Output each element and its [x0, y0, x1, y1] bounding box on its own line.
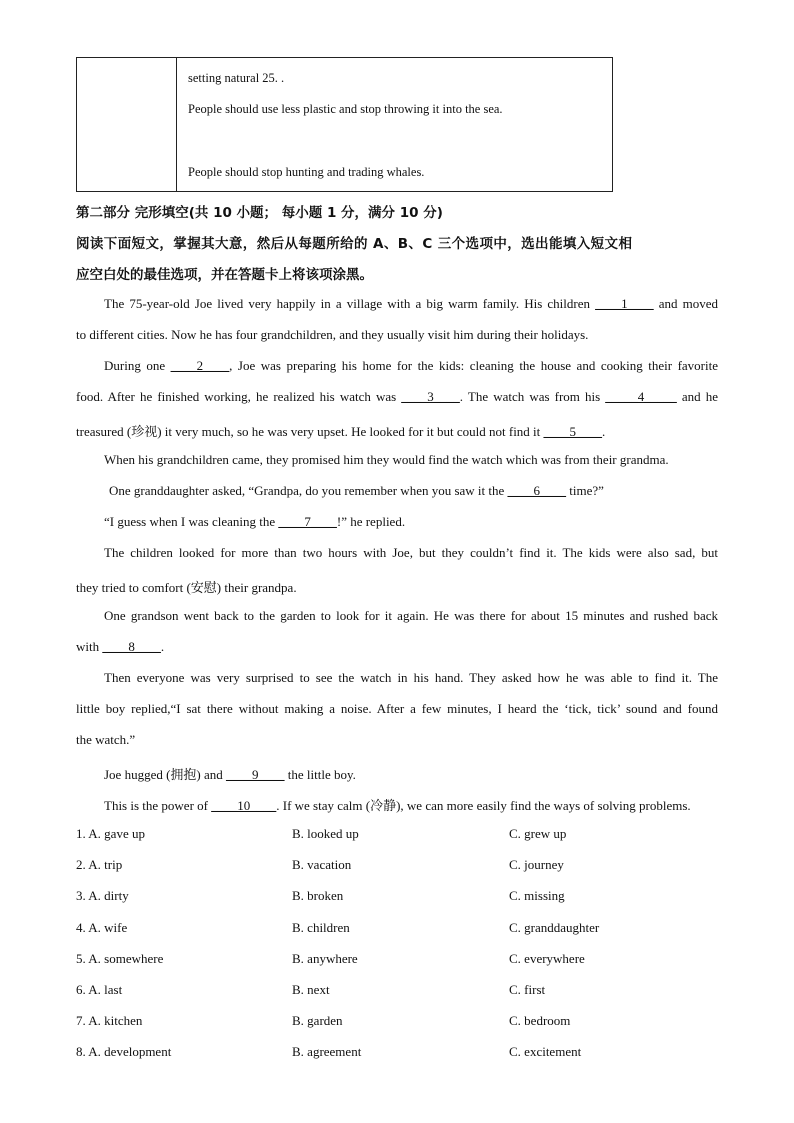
option-a: 3. A. dirty: [76, 888, 129, 903]
passage-text: Joe hugged (拥抱) and: [104, 767, 227, 782]
blank-1: ____1____: [595, 296, 654, 311]
blank-4: _____4_____: [605, 389, 677, 404]
passage-text: . If we stay calm (冷静), we can more easily find the ways of solving problems.: [276, 798, 691, 813]
option-a: 1. A. gave up: [76, 826, 145, 841]
passage-text: food. After he finished working, he realized his watch was: [76, 389, 402, 404]
passage-line: [76, 639, 164, 655]
option-b: B. looked up: [292, 826, 359, 841]
passage-line: [104, 296, 718, 312]
passage-text: This is the power of: [104, 798, 212, 813]
passage-line: to different cities. Now he has four grandchildren, and they usually visit him during their holidays.: [76, 327, 589, 342]
answer-table: [76, 57, 613, 192]
option-c: C. first: [509, 982, 546, 997]
option-b: B. garden: [292, 1013, 343, 1028]
passage-text: .: [602, 424, 606, 439]
blank-10: ____10____: [211, 798, 277, 813]
option-a: 2. A. trip: [76, 857, 123, 872]
passage-text: .: [160, 639, 165, 654]
passage-line: [104, 514, 405, 530]
passage-text: and he: [676, 389, 718, 404]
passage-text: One granddaughter asked, “Grandpa, do you remember when you saw it the: [109, 483, 508, 498]
option-a: 4. A. wife: [76, 920, 128, 935]
blank-6: ____6____: [507, 483, 567, 498]
option-b: B. anywhere: [292, 951, 358, 966]
option-c: C. journey: [509, 857, 564, 872]
option-b: B. vacation: [292, 857, 352, 872]
option-b: B. next: [292, 982, 330, 997]
passage-line: [109, 483, 604, 499]
table-line: People should use less plastic and stop throwing it into the sea.: [188, 102, 503, 116]
section-instruction: 应空白处的最佳选项，并在答题卡上将该项涂黑。: [76, 267, 373, 283]
passage-line: [104, 358, 718, 374]
blank-3: ____3____: [401, 389, 460, 404]
option-c: C. granddaughter: [509, 920, 600, 935]
option-c: C. excitement: [509, 1044, 582, 1059]
table-line: setting natural 25. .: [188, 71, 285, 85]
blank-9: ____9____: [226, 767, 285, 782]
passage-text: “I guess when I was cleaning the: [104, 514, 279, 529]
passage-text: The 75-year-old Joe lived very happily in a village with a big warm family. His children: [104, 296, 596, 311]
table-divider: [176, 58, 177, 191]
passage-text: , Joe was preparing his home for the kids: cleaning the house and cooking their favorite: [229, 358, 718, 373]
option-c: C. grew up: [509, 826, 567, 841]
option-c: C. missing: [509, 888, 565, 903]
passage-text: the little boy.: [284, 767, 356, 782]
section-instruction: 阅读下面短文，掌握其大意，然后从每题所给的 A、B、C 三个选项中，选出能填入短文相: [76, 236, 633, 252]
option-c: C. everywhere: [509, 951, 585, 966]
option-b: B. children: [292, 920, 350, 935]
option-b: B. broken: [292, 888, 344, 903]
passage-text: treasured (珍视) it very much, so he was very upset. He looked for it but could not find it: [76, 424, 544, 439]
table-line: People should stop hunting and trading whales.: [188, 165, 425, 179]
blank-5: ____5____: [543, 424, 603, 439]
passage-line: [104, 764, 356, 783]
option-c: C. bedroom: [509, 1013, 571, 1028]
passage-text: and moved: [653, 296, 718, 311]
blank-7: ____7____: [278, 514, 337, 529]
option-a: 8. A. development: [76, 1044, 172, 1059]
passage-line: [76, 421, 605, 440]
passage-text: !” he replied.: [336, 514, 406, 529]
section-title: 第二部分 完形填空(共 10 小题； 每小题 1 分，满分 10 分): [76, 205, 443, 221]
option-a: 5. A. somewhere: [76, 951, 164, 966]
blank-2: ____2____: [170, 358, 230, 373]
passage-line: When his grandchildren came, they promised him they would find the watch which was from their grandma.: [104, 452, 669, 467]
passage-text: During one: [104, 358, 171, 373]
passage-line: they tried to comfort (安慰) their grandpa.: [76, 580, 297, 595]
passage-line: [104, 795, 691, 814]
passage-text: time?”: [566, 483, 604, 498]
option-a: 6. A. last: [76, 982, 123, 997]
passage-text: with: [76, 639, 103, 654]
passage-line: One grandson went back to the garden to look for it again. He was there for about 15 minutes and rushed back: [104, 608, 718, 623]
blank-8: ____8____: [102, 639, 161, 654]
passage-text: . The watch was from his: [459, 389, 606, 404]
passage-line: little boy replied,“I sat there without making a noise. After a few minutes, I heard the ‘tick, tick’ sound and found: [76, 701, 718, 716]
passage-line: the watch.”: [76, 732, 136, 747]
passage-line: Then everyone was very surprised to see the watch in his hand. They asked how he was able to find it. The: [104, 670, 718, 685]
option-a: 7. A. kitchen: [76, 1013, 143, 1028]
passage-line: [76, 389, 718, 405]
passage-line: The children looked for more than two hours with Joe, but they couldn’t find it. The kids were also sad, but: [104, 545, 718, 560]
option-b: B. agreement: [292, 1044, 362, 1059]
